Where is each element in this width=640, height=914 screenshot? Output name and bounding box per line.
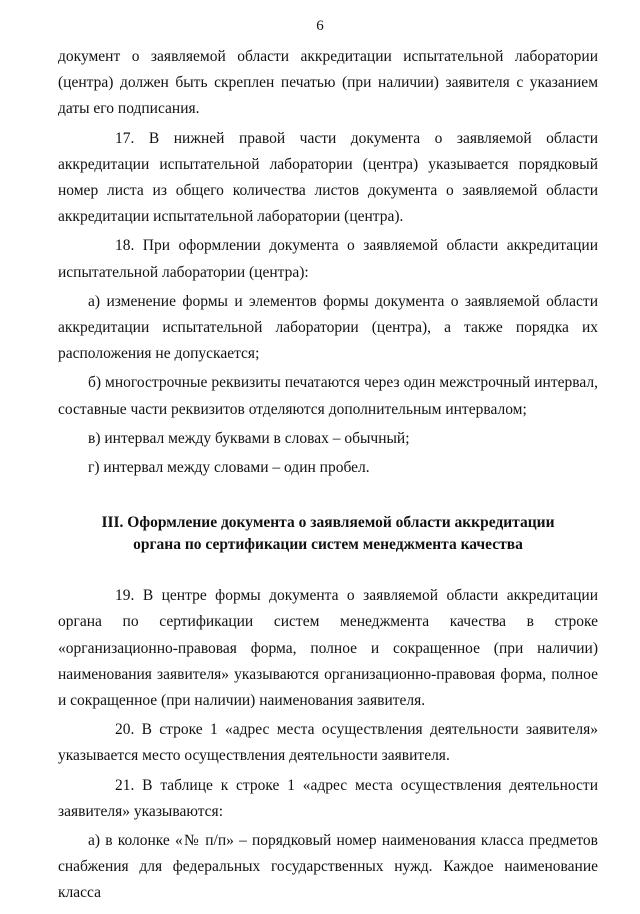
paragraph-19: 19. В центре формы документа о заявляемой области аккредитации органа по сертификации систем менеджмента качества в строке «организационно-правовая форма, полное и сокращенное (при наличии) наименования заявителя» указываются организационно-правовая форма, полное и сокращенное (при наличии) наименования заявителя. [58, 587, 598, 710]
section-heading-line-1: III. Оформление документа о заявляемой области аккредитации [101, 514, 555, 532]
section-heading [58, 512, 598, 556]
paragraph-20: 20. В строке 1 «адрес места осуществления деятельности заявителя» указывается место осуществления деятельности заявителя. [58, 721, 598, 765]
paragraph-21: 21. В таблице к строке 1 «адрес места осуществления деятельности заявителя» указываются: [58, 776, 598, 820]
list-item-v: в) интервал между буквами в словах – обычный; [88, 429, 410, 447]
list-item-21a: а) в колонке «№ п/п» – порядковый номер наименования класса предметов снабжения для федеральных государственных нужд. Каждое наименование класса [58, 832, 598, 902]
paragraph-continuation: документ о заявляемой области аккредитации испытательной лаборатории (центра) должен быть скреплен печатью (при наличии) заявителя с указанием даты его подписания. [58, 48, 598, 118]
section-heading-line-2: органа по сертификации систем менеджмента качества [133, 536, 523, 554]
document-body [58, 44, 598, 907]
paragraph-17: 17. В нижней правой части документа о заявляемой области аккредитации испытательной лаборатории (центра) указывается порядковый номер листа из общего количества листов документа о заявляемой области аккредитации испытательной лаборатории (центра). [58, 129, 598, 226]
page-number: 6 [316, 18, 324, 34]
list-item-a: а) изменение формы и элементов формы документа о заявляемой области аккредитации испытательной лаборатории (центра), а также порядка их расположения не допускается; [58, 292, 598, 363]
paragraph-18: 18. При оформлении документа о заявляемой области аккредитации испытательной лаборатории (центра): [58, 237, 598, 281]
list-item-b: б) многострочные реквизиты печатаются через один межстрочный интервал, составные части реквизитов отделяются дополнительным интервалом; [58, 374, 598, 418]
list-item-g: г) интервал между словами – один пробел. [88, 459, 370, 477]
